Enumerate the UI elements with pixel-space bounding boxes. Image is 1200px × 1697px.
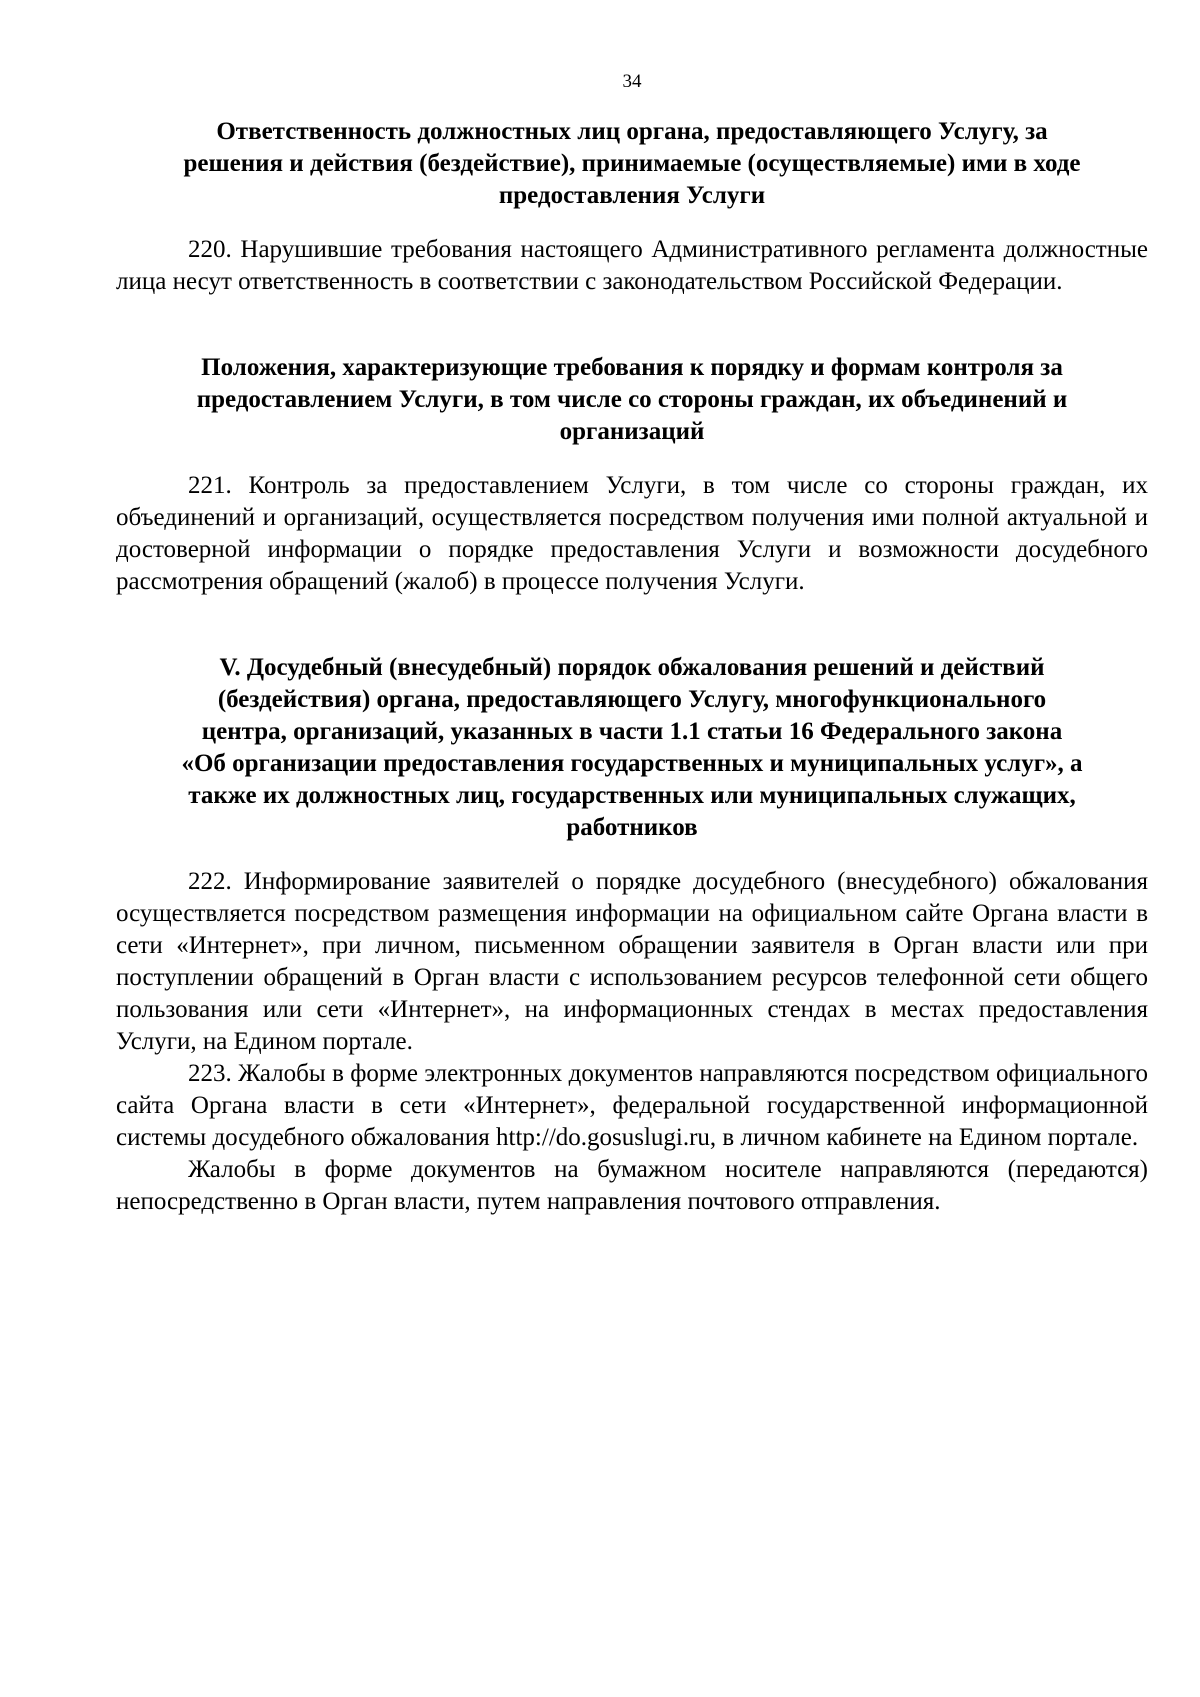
paragraph-220: 220. Нарушившие требования настоящего Административного регламента должностные лица несут ответственность в соответствии с законодательством Российской Федерации. bbox=[116, 236, 1148, 295]
heading-line: Положения, характеризующие требования к порядку и формам контроля за bbox=[201, 354, 1063, 381]
section-heading-responsibility bbox=[116, 116, 1148, 212]
paragraph-221: 221. Контроль за предоставлением Услуги, в том числе со стороны граждан, их объединений и организаций, осуществляется посредством получения ими полной актуальной и достоверной информации о порядке предоставления Услуги и возможности досудебного рассмотрения обращений (жалоб) в процессе получения Услуги. bbox=[116, 472, 1148, 595]
heading-line: предоставлением Услуги, в том числе со стороны граждан, их объединений и bbox=[196, 386, 1068, 413]
section-heading-control bbox=[116, 352, 1148, 448]
heading-line: V. Досудебный (внесудебный) порядок обжалования решений и действий bbox=[219, 654, 1045, 681]
heading-line: также их должностных лиц, государственных или муниципальных служащих, bbox=[188, 782, 1076, 809]
heading-line: центра, организаций, указанных в части 1.1 статьи 16 Федерального закона bbox=[201, 718, 1063, 745]
section-heading-appeal bbox=[116, 652, 1148, 844]
paragraph-paper-complaints: Жалобы в форме документов на бумажном носителе направляются (передаются) непосредственно в Орган власти, путем направления почтового отправления. bbox=[116, 1156, 1148, 1215]
heading-line: предоставления Услуги bbox=[498, 182, 766, 209]
heading-line: Ответственность должностных лиц органа, предоставляющего Услугу, за bbox=[216, 118, 1048, 145]
heading-line: работников bbox=[566, 814, 698, 841]
heading-line: «Об организации предоставления государственных и муниципальных услуг», а bbox=[181, 750, 1083, 777]
heading-line: организаций bbox=[559, 418, 705, 445]
paragraph-223: 223. Жалобы в форме электронных документов направляются посредством официального сайта Органа власти в сети «Интернет», федеральной государственной информационной системы досудебного обжалования http://do.gosuslugi.ru, в личном кабинете на Едином портале. bbox=[116, 1060, 1148, 1151]
heading-line: решения и действия (бездействие), принимаемые (осуществляемые) ими в ходе bbox=[183, 150, 1081, 177]
page-number: 34 bbox=[622, 71, 642, 92]
heading-line: (бездействия) органа, предоставляющего Услугу, многофункционального bbox=[217, 686, 1047, 713]
paragraph-222: 222. Информирование заявителей о порядке досудебного (внесудебного) обжалования осуществляется посредством размещения информации на официальном сайте Органа власти в сети «Интернет», при личном, письменном обращении заявителя в Орган власти или при поступлении обращений в Орган власти с использованием ресурсов телефонной сети общего пользования или сети «Интернет», на информационных стендах в местах предоставления Услуги, на Едином портале. bbox=[116, 868, 1148, 1055]
